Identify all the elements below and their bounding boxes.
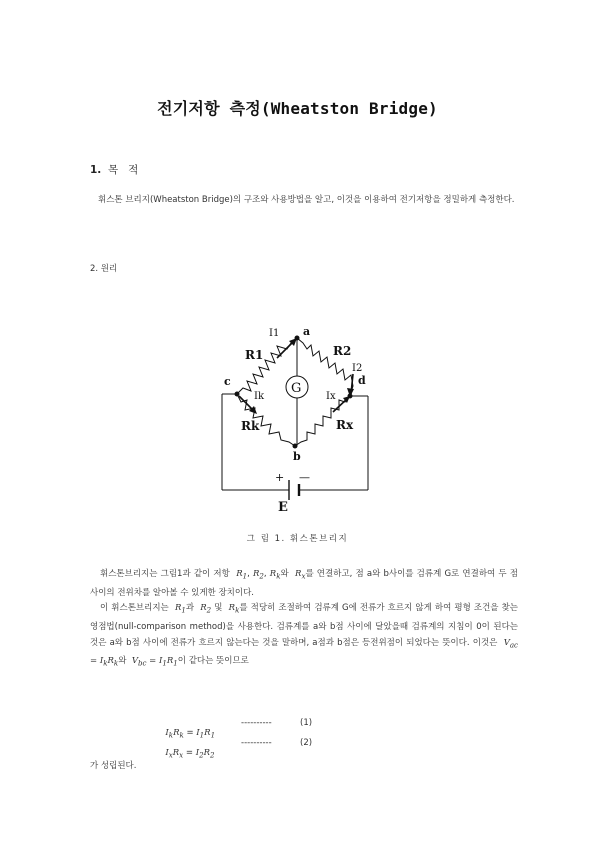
section-1-title: 목 적 — [107, 164, 139, 176]
p1-text-2: 를 연결하고, 점 a와 b사이를 검류계 G로 연결하여 두 점 사이의 전위차를 알아볼 수 있게한 장치이다. — [90, 569, 519, 598]
equation-2-dashes: ---------- — [241, 738, 272, 748]
label-R2: R2 — [333, 344, 352, 358]
label-I2: I2 — [352, 363, 363, 374]
section-1-heading — [90, 162, 138, 177]
principle-paragraph-2 — [90, 600, 518, 672]
label-b: b — [293, 450, 301, 463]
closing-text: 가 성립된다. — [90, 761, 137, 771]
p2-var-R2: $R_2$ — [200, 603, 212, 615]
figure-caption: 그 림 1. 휘스톤브리지 — [246, 534, 349, 544]
battery-minus-label: — — [299, 471, 310, 484]
eq2-lhs: $I_xR_x$ — [165, 748, 184, 760]
p2-text-1: 이 휘스톤브리지는 — [100, 603, 169, 613]
p2-eq-Vac: $V_{ac} = I_kR_k$ — [90, 637, 519, 669]
equation-1: $I_kR_k = I_1R_1$ — [165, 728, 216, 740]
p2-var-Rk: $R_k$ — [228, 603, 240, 615]
label-Ix: Ix — [326, 391, 336, 402]
label-Rk: Rk — [241, 419, 260, 433]
p2-sep-2: 및 — [214, 603, 223, 613]
p1-var-Rk: $R_k$ — [269, 569, 281, 581]
wheatstone-bridge-diagram — [215, 318, 385, 518]
p1-sep-3: 와 — [280, 569, 289, 579]
galvanometer-label: G — [291, 381, 302, 396]
principle-paragraph-1 — [90, 566, 518, 601]
section-1-number: 1. — [90, 164, 102, 176]
section-2-heading: 2. 원리 — [90, 264, 118, 274]
label-R1: R1 — [245, 348, 264, 362]
p1-sep-2: , — [263, 569, 267, 579]
purpose-text: 휘스톤 브리지(Wheatston Bridge)의 구조와 사용방법을 알고, 이것을 이용하여 전기저항을 정밀하게 측정한다. — [98, 195, 515, 205]
purpose-paragraph — [90, 192, 518, 208]
eq1-lhs: $I_kR_k$ — [165, 728, 184, 740]
battery-plus-label: + — [275, 471, 285, 484]
p1-sep-1: , — [247, 569, 250, 579]
equation-2-number: (2) — [300, 738, 313, 748]
p2-sep-3: 와 — [118, 656, 127, 667]
p2-eq-Vbc: $V_{bc} = I_1R_1$ — [131, 656, 178, 669]
label-Ik: Ik — [254, 391, 265, 402]
p2-text-2: 를 적당히 조절하여 검류계 G에 전류가 흐르지 않게 하여 평형 조건을 찾는 영점법(null-comparison method)을 사용한다. 검류계를 a와 b점 사이에 달았을때 검류계의 지침이 0이 된다는 것은 a와 b점 사이에 전류가 흐르지 않는다는 것을 말하며, a점과 b점은 등전위점이 되었다는 뜻이다. 이것은 — [90, 603, 519, 648]
p2-var-R1: $R_1$ — [174, 603, 186, 615]
eq1-rhs: $I_1R_1$ — [196, 728, 216, 740]
battery-label-E: E — [278, 500, 288, 515]
p2-text-3: 이 같다는 뜻이므로 — [177, 656, 249, 667]
p1-var-R1: $R_1$ — [236, 569, 248, 581]
node-b — [293, 444, 298, 449]
equation-1-number: (1) — [300, 718, 313, 728]
page-title: 전기저항 측정(Wheatston Bridge) — [157, 99, 438, 118]
label-c: c — [224, 375, 231, 388]
p1-var-R2: $R_2$ — [252, 569, 264, 581]
label-a: a — [303, 325, 311, 338]
label-d: d — [358, 374, 366, 387]
equation-1-dashes: ---------- — [241, 718, 272, 728]
node-c — [235, 392, 240, 397]
equation-2: $I_xR_x = I_2R_2$ — [165, 748, 215, 760]
p2-sep-1: 과 — [185, 603, 195, 613]
p1-text-1: 휘스톤브리지는 그림1과 같이 저항 — [100, 569, 230, 579]
p1-var-Rx: $R_x$ — [295, 569, 306, 581]
label-I1: I1 — [269, 328, 280, 339]
label-Rx: Rx — [336, 418, 354, 432]
eq2-rhs: $I_2R_2$ — [195, 748, 215, 760]
